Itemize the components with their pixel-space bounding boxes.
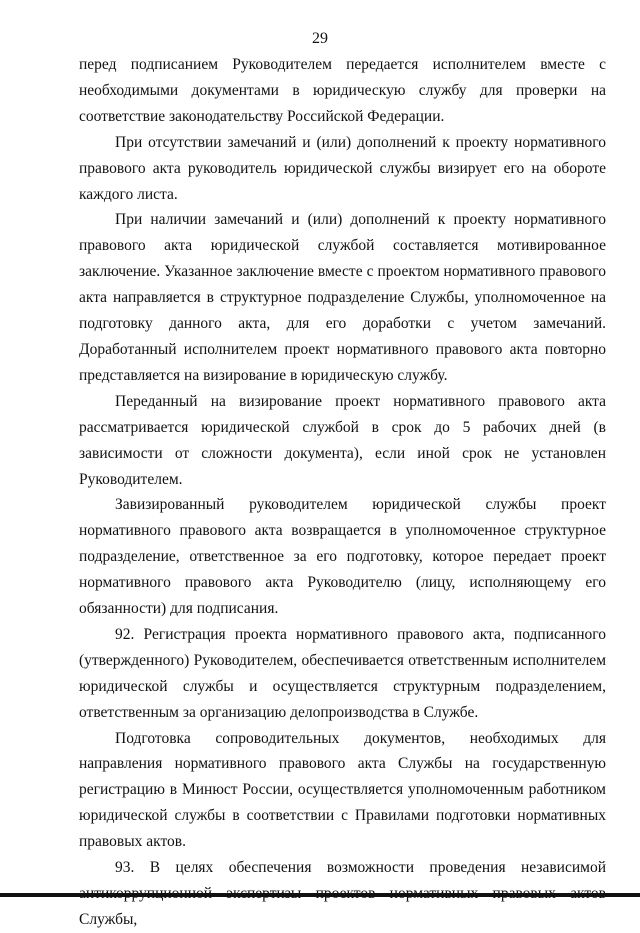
- paragraph-continuation: перед подписанием Руководителем передается исполнителем вместе с необходимыми документами в юридическую службу для проверки на соответствие законодательству Российской Федерации.: [79, 56, 606, 125]
- paragraph-accompanying-documents: Подготовка сопроводительных документов, необходимых для направления нормативного правового акта Службы на государственную регистрацию в Минюст России, осуществляется уполномоченным работником юридической службы в соответствии с Правилами подготовки нормативных правовых актов.: [79, 729, 606, 851]
- paragraph-item-92: 92. Регистрация проекта нормативного правового акта, подписанного (утвержденного) Руководителем, обеспечивается ответственным исполнителем юридической службы и осуществляется структурным подразделением, ответственным за организацию делопроизводства в Службе.: [79, 625, 606, 721]
- paragraph-no-remarks: При отсутствии замечаний и (или) дополнений к проекту нормативного правового акта руководитель юридической службы визирует его на обороте каждого листа.: [79, 133, 606, 203]
- paragraph-review-term: Переданный на визирование проект нормативного правового акта рассматривается юридической службой в срок до 5 рабочих дней (в зависимости от сложности документа), если иной срок не установлен Руководителем.: [79, 392, 606, 488]
- paragraph-with-remarks: При наличии замечаний и (или) дополнений к проекту нормативного правового акта юридической службой составляется мотивированное заключение. Указанное заключение вместе с проектом нормативного правового акта направляется в структурное подразделение Службы, уполномоченное на подготовку данного акта, для его доработки с учетом замечаний. Доработанный исполнителем проект нормативного правового акта повторно представляется на визирование в юридическую службу.: [79, 211, 606, 384]
- document-body: [79, 52, 606, 933]
- page-number: 29: [312, 30, 328, 47]
- paragraph-item-93: 93. В целях обеспечения возможности проведения независимой Службы,: [79, 859, 606, 928]
- paragraph-return-for-signing: Завизированный руководителем юридической службы проект нормативного правового акта возвращается в уполномоченное структурное подразделение, ответственное за его подготовку, которое передает проект нормативного правового акта Руководителю (лицу, исполняющему его обязанности) для подписания.: [79, 496, 606, 618]
- scan-bottom-edge: [0, 893, 640, 897]
